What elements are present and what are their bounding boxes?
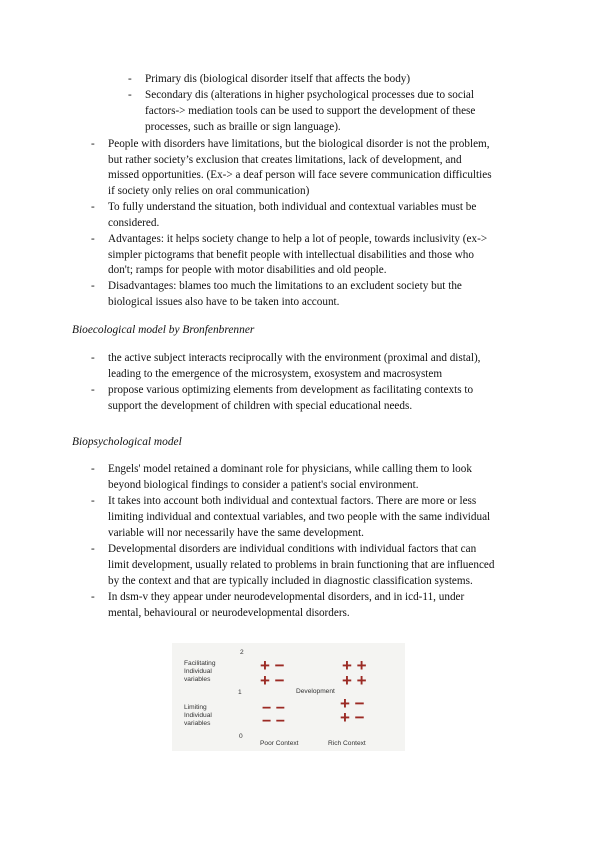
- section-heading-biopsychological: Biopsychological model: [72, 436, 182, 448]
- bullet-dash: -: [91, 591, 95, 603]
- facilitating-label: Individual: [184, 668, 212, 675]
- bullet-dash: -: [91, 463, 95, 475]
- axis-tick: 2: [240, 649, 244, 656]
- poor-limiting-symbols: − −: [262, 700, 286, 717]
- rich-context-label: Rich Context: [328, 740, 366, 747]
- list-item: mental, behavioural or neurodevelopmental disorders.: [108, 607, 350, 619]
- bullet-dash: -: [128, 89, 132, 101]
- sub-bullet-secondary: Secondary dis (alterations in higher psychological processes due to social: [145, 89, 475, 101]
- list-item: biological issues also have to be taken into account.: [108, 296, 340, 308]
- list-item: In dsm-v they appear under neurodevelopmental disorders, and in icd-11, under: [108, 591, 465, 603]
- list-item: propose various optimizing elements from development as facilitating contexts to: [108, 384, 474, 396]
- poor-facilitating-symbols: + −: [260, 671, 285, 690]
- bullet-dash: -: [91, 138, 95, 150]
- list-item: missed opportunities. (Ex-> a deaf person will face severe communication difficulties: [108, 169, 492, 181]
- list-item: Engels' model retained a dominant role for physicians, while calling them to look: [108, 463, 472, 475]
- axis-tick: 1: [238, 689, 242, 696]
- bullet-dash: -: [91, 352, 95, 364]
- list-item: Developmental disorders are individual conditions with individual factors that can: [108, 543, 477, 555]
- bullet-dash: -: [91, 384, 95, 396]
- poor-context-label: Poor Context: [260, 740, 299, 747]
- rich-limiting-symbols: + −: [340, 694, 365, 713]
- bullet-dash: -: [91, 280, 95, 292]
- rich-facilitating-symbols: + +: [342, 671, 367, 690]
- list-item: Disadvantages: blames too much the limitations to an excludent society but the: [108, 280, 462, 292]
- facilitating-label: variables: [184, 676, 211, 683]
- rich-facilitating-symbols: + +: [342, 656, 367, 675]
- bullet-dash: -: [128, 73, 132, 85]
- sub-bullet-secondary: processes, such as braille or sign language).: [145, 121, 341, 133]
- poor-facilitating-symbols: + −: [260, 656, 285, 675]
- poor-limiting-symbols: − −: [262, 713, 286, 730]
- list-item: if society only relies on oral communication): [108, 185, 310, 197]
- limiting-label: Limiting: [184, 704, 207, 711]
- limiting-label: variables: [184, 720, 211, 727]
- list-item: Advantages: it helps society change to help a lot of people, towards inclusivity (ex->: [108, 233, 488, 245]
- list-item: limit development, usually related to problems in brain functioning that are influenced: [108, 559, 495, 571]
- limiting-label: Individual: [184, 712, 212, 719]
- list-item: support the development of children with special educational needs.: [108, 400, 413, 412]
- bullet-dash: -: [91, 495, 95, 507]
- list-item: considered.: [108, 217, 160, 229]
- bullet-dash: -: [91, 201, 95, 213]
- list-item: It takes into account both individual and contextual factors. There are more or less: [108, 495, 477, 507]
- list-item: variable will nor necessarily have the same development.: [108, 527, 364, 539]
- list-item: but rather society’s exclusion that creates limitations, lack of development, and: [108, 154, 462, 166]
- list-item: To fully understand the situation, both individual and contextual variables must be: [108, 201, 477, 213]
- development-diagram: [172, 643, 405, 751]
- rich-limiting-symbols: + −: [340, 708, 365, 727]
- list-item: by the context and that are typically included in diagnostic classification systems.: [108, 575, 473, 587]
- list-item: People with disorders have limitations, but the biological disorder is not the problem,: [108, 138, 490, 150]
- bullet-dash: -: [91, 233, 95, 245]
- sub-bullet-secondary: factors-> mediation tools can be used to support the development of these: [145, 105, 476, 117]
- facilitating-label: Facilitating: [184, 660, 216, 667]
- list-item: the active subject interacts reciprocally with the environment (proximal and distal),: [108, 352, 481, 364]
- list-item: limiting individual and contextual variables, and two people with the same individual: [108, 511, 491, 523]
- bullet-dash: -: [91, 543, 95, 555]
- list-item: don't; ramps for people with motor disabilities and old people.: [108, 264, 387, 276]
- development-label: Development: [296, 688, 335, 695]
- section-heading-bioecological: Bioecological model by Bronfenbrenner: [72, 324, 255, 336]
- sub-bullet-primary: Primary dis (biological disorder itself that affects the body): [145, 73, 411, 85]
- axis-tick: 0: [239, 733, 243, 740]
- list-item: leading to the emergence of the microsystem, exosystem and macrosystem: [108, 368, 443, 380]
- list-item: beyond biological findings to consider a patient's social environment.: [108, 479, 419, 491]
- list-item: simpler pictograms that benefit people with intellectual disabilities and those who: [108, 249, 474, 261]
